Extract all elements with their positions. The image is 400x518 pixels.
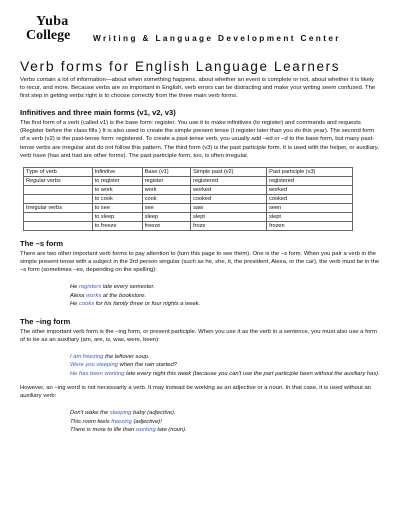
- example-verb: working: [135, 427, 156, 434]
- table-cell: [24, 194, 93, 203]
- table-cell: register: [142, 176, 190, 185]
- table-header: Type of verb: [24, 167, 93, 176]
- section3-heading: The –ing form: [20, 316, 71, 326]
- table-row: [24, 221, 353, 230]
- example-line: [70, 361, 380, 370]
- example-verb: freezing: [111, 418, 132, 425]
- verb-forms-table: [23, 167, 353, 231]
- table-cell: cooked: [191, 194, 267, 203]
- example-verb: He has been working: [70, 370, 125, 377]
- example-verb: registers: [79, 284, 102, 291]
- table-cell: sleep: [142, 212, 190, 221]
- example-text: He: [70, 301, 80, 308]
- example-verb: sleeping: [109, 410, 132, 417]
- example-text: Alexa: [70, 292, 87, 299]
- logo-line-1: Yuba: [36, 14, 69, 29]
- table-header: Simple past (v2): [191, 167, 267, 176]
- example-line: [70, 353, 380, 362]
- table-cell: registered: [191, 176, 267, 185]
- example-line: [70, 370, 380, 379]
- example-line: [70, 418, 380, 427]
- table-cell: seen: [267, 203, 353, 212]
- example-text: the leftover soup.: [103, 353, 150, 360]
- example-line: [70, 283, 380, 292]
- example-text: (adjective)!: [131, 418, 162, 425]
- example-text: at the bookstore.: [101, 292, 147, 299]
- example-text: late every semester.: [101, 284, 155, 291]
- example-line: [70, 426, 380, 435]
- example-line: [70, 300, 380, 309]
- table-cell: Irregular verbs: [24, 203, 93, 212]
- college-logo: [26, 14, 86, 48]
- example-text: when the rain started?: [117, 362, 177, 369]
- ing-form-examples: [70, 353, 380, 379]
- table-cell: to see: [92, 203, 142, 212]
- table-cell: [24, 212, 93, 221]
- example-text: baby (adjective).: [131, 410, 176, 417]
- table-cell: freeze: [142, 221, 190, 230]
- table-cell: worked: [267, 185, 353, 194]
- table-cell: Regular verbs: [24, 176, 93, 185]
- example-text: He: [70, 284, 80, 291]
- example-line: [70, 292, 380, 301]
- table-cell: cooked: [267, 194, 353, 203]
- s-form-examples: [70, 283, 380, 309]
- example-text: for his family three or four nights a week.: [94, 301, 201, 308]
- section2-heading: The –s form: [20, 238, 64, 248]
- example-text: Don't wake the: [70, 410, 110, 417]
- table-cell: to freeze: [92, 221, 142, 230]
- logo-line-2: College: [26, 28, 71, 43]
- table-header: Infinitive: [92, 167, 142, 176]
- ing-nonverb-examples: [70, 409, 380, 435]
- table-cell: worked: [191, 185, 267, 194]
- table-header-row: [24, 167, 353, 176]
- table-cell: cook: [142, 194, 190, 203]
- table-row: [24, 194, 353, 203]
- table-cell: froze: [191, 221, 267, 230]
- table-row: [24, 203, 353, 212]
- example-verb: Were you sleeping: [70, 362, 118, 369]
- table-cell: to sleep: [92, 212, 142, 221]
- title-main: Verb forms: [20, 58, 104, 74]
- table-header: Past participle (v3): [267, 167, 353, 176]
- example-text: late (noun).: [155, 427, 187, 434]
- section1-heading: Infinitives and three main forms (v1, v2, v3): [20, 108, 176, 118]
- table-header: Base (v1): [142, 167, 190, 176]
- section3-paragraph-2: However, an –ing word is not necessarily a verb. It may instead be working as an adjective or a noun. In that case, it is used without an auxiliary verb:: [20, 385, 372, 400]
- example-verb: cooks: [79, 301, 95, 308]
- header: [20, 0, 380, 50]
- table-cell: see: [142, 203, 190, 212]
- table-cell: slept: [191, 212, 267, 221]
- example-text: There is more to life than: [70, 427, 136, 434]
- table-cell: to cook: [92, 194, 142, 203]
- table-cell: [24, 221, 93, 230]
- table-row: [24, 176, 353, 185]
- section2-paragraph: There are two other important verb forms to pay attention to (turn this page to see them). One is the –s form. When you pair a verb in the simple present tense with a subject in the 3rd person singular (such as he, she, it, the president, Alexa, or the car), the verb must be in the –s form (sometimes –es, depending on the spelling):: [20, 250, 380, 273]
- org-name: Writing & Language Development Center: [93, 34, 341, 43]
- table-cell: to register: [92, 176, 142, 185]
- section3-paragraph: The other important verb form is the –ing form, or present participle. When you use it as the verb in a sentence, you must also use a form of to be as an auxiliary (am, are, is, was, were, been):: [20, 328, 377, 343]
- table-cell: [24, 185, 93, 194]
- example-text: This room feels: [70, 418, 112, 425]
- table-cell: to work: [92, 185, 142, 194]
- table-cell: saw: [191, 203, 267, 212]
- table-cell: registered: [267, 176, 353, 185]
- table-cell: slept: [267, 212, 353, 221]
- example-verb: I am freezing: [70, 353, 104, 360]
- example-line: [70, 409, 380, 418]
- page-title: [20, 58, 380, 74]
- example-text: late every night this week (because you can't use the part participle been without the auxiliary has).: [124, 370, 380, 377]
- title-sub: for English Language Learners: [103, 59, 341, 74]
- table-row: [24, 185, 353, 194]
- example-verb: works: [86, 292, 102, 299]
- intro-paragraph: Verbs contain a lot of information—about when something happens, about whether an event is complete or not, about whether it is likely to recur, and more. Because verbs are so important in English, verb errors can be distracting and make your writing seem confused. The first step in getting verbs right is to choose correctly from the three main verb forms.: [20, 77, 376, 100]
- table-cell: frozen: [267, 221, 353, 230]
- table-row: [24, 212, 353, 221]
- section1-paragraph: The first form of a verb (called v1) is the base form: register. You use it to make infinitives (to register) and commands and requests (Register before the class fills.) It is also used to create the simple present tense (I register later than you do this year). The second form of a verb (v2) is the past-tense form: registered. To create a past-tense verb, you usually add –ed or –d to the base form, but many past-tense verbs are irregular and do not follow this pattern. The third form (v3) is the past participle form. It is used with the helper, or auxiliary, verb have (has and had are other forms). The past participle form, too, is often irregular.: [20, 120, 379, 159]
- table-cell: work: [142, 185, 190, 194]
